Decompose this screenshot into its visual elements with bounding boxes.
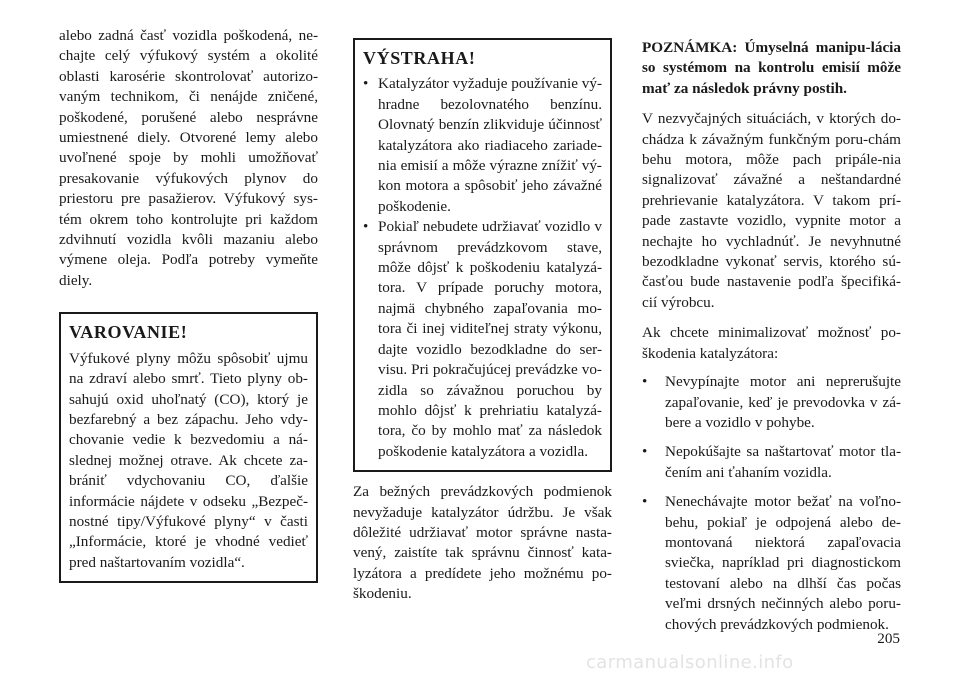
watermark: carmanualsonline.info [586, 652, 794, 673]
caution-list [363, 74, 602, 462]
note-paragraph: POZNÁMKA: Úmyselná manipu-lácia so systémom na kontrolu emisií môže mať za následok právny postih. [642, 39, 901, 97]
caution-box [353, 38, 612, 472]
tip-item: • Nenechávajte motor bežať na voľno-behu, pokiaľ je odpojená alebo de-montovaná niektorá zapaľovacia sviečka, napríklad pri diagnostickom testovaní alebo na dlhší čas počas veľmi drsných nečinných alebo poru-chových prevádzkových podmienok. [642, 492, 901, 635]
caution-title: VÝSTRAHA! [363, 48, 476, 68]
tip-item: • Nepokúšajte sa naštartovať motor tla-čením ani ťahaním vozidla. [642, 442, 901, 483]
right-column [642, 38, 901, 635]
warning-text: Výfukové plyny môžu spôsobiť ujmu na zdraví alebo smrť. Tieto plyny ob-sahujú oxid uhoľnatý (CO), ktorý je bezfarebný a bez zápachu. Jeho vdy-chovanie vedie k bezvedomiu a ná-slednej možnej otrave. Ak chcete za-brániť vdychovaniu CO, ďalšie informácie nájdete v odseku „Bezpeč-nostné tipy/Výfukové plyny“ v časti „Informácie, ktoré je vhodné vedieť pred naštartovaním vozidla“. [69, 349, 308, 571]
minimize-intro: Ak chcete minimalizovať možnosť po-škodenia katalyzátora: [642, 324, 901, 362]
warning-box [59, 312, 318, 583]
left-column [59, 26, 318, 583]
intro-paragraph: alebo zadná časť vozidla poškodená, ne-chajte celý výfukový systém a okolité oblasti karosérie skontrolovať autorizo-vaným technikom, či nenájde zničené, poškodené, porušené alebo nesprávne umiestnené diely. Otvorené lemy alebo uvoľnené spoje by mohli umožňovať presakovanie výfukových plynov do priestoru pre pasažierov. Výfukový sys-tém okrem toho kontrolujte pri každom zdvihnutí vozidla kvôli mazaniu alebo výmene oleja. Podľa potreby vymeňte diely. [59, 27, 318, 289]
overheat-paragraph: V nezvyčajných situáciách, v ktorých do-chádza k závažným funkčným poru-chám behu motora, môže pach pripále-nia signalizovať závažné a neštandardné prehrievanie katalyzátora. V takom prí-pade zastavte vozidlo, vypnite motor a nechajte ho vychladnúť. Je nevyhnutné bezodkladne vykonať servis, ktorého sú-časťou bude nastavenie podľa špecifiká-cií výrobcu. [642, 110, 901, 311]
warning-title: VAROVANIE! [69, 322, 188, 343]
caution-item: • Pokiaľ nebudete udržiavať vozidlo v správnom prevádzkovom stave, môže dôjsť k poškodeniu katalyzá-tora. V prípade poruchy motora, najmä chybného zapaľovania mo-tora či inej viditeľnej straty výkonu, dajte vozidlo bezodkladne do ser-visu. Pri pokračujúcej prevádzke vo-zidla so závažnou poruchou by mohlo dôjsť k prehriatiu katalyzá-tora, čo by mohlo mať za následok poškodenie katalyzátora a vozidla. [363, 217, 602, 462]
page-number: 205 [877, 630, 900, 647]
caution-item: • Katalyzátor vyžaduje používanie vý-hradne bezolovnatého benzínu. Olovnatý benzín zlikviduje účinnosť katalyzátora ako riadiaceho zariade-nia emisií a môže výrazne znížiť vý-kon motora a spôsobiť jeho závažné poškodenie. [363, 74, 602, 217]
middle-column [353, 38, 612, 605]
tips-list [642, 372, 901, 635]
maintenance-paragraph: Za bežných prevádzkových podmienok nevyžaduje katalyzátor údržbu. Je však dôležité udržiavať motor správne nasta-vený, zaistíte tak správnu činnosť kata-lyzátora a predídete jeho možnému po-škodeniu. [353, 483, 612, 603]
tip-item: • Nevypínajte motor ani neprerušujte zapaľovanie, keď je prevodovka v zá-bere a vozidlo v pohybe. [642, 372, 901, 433]
